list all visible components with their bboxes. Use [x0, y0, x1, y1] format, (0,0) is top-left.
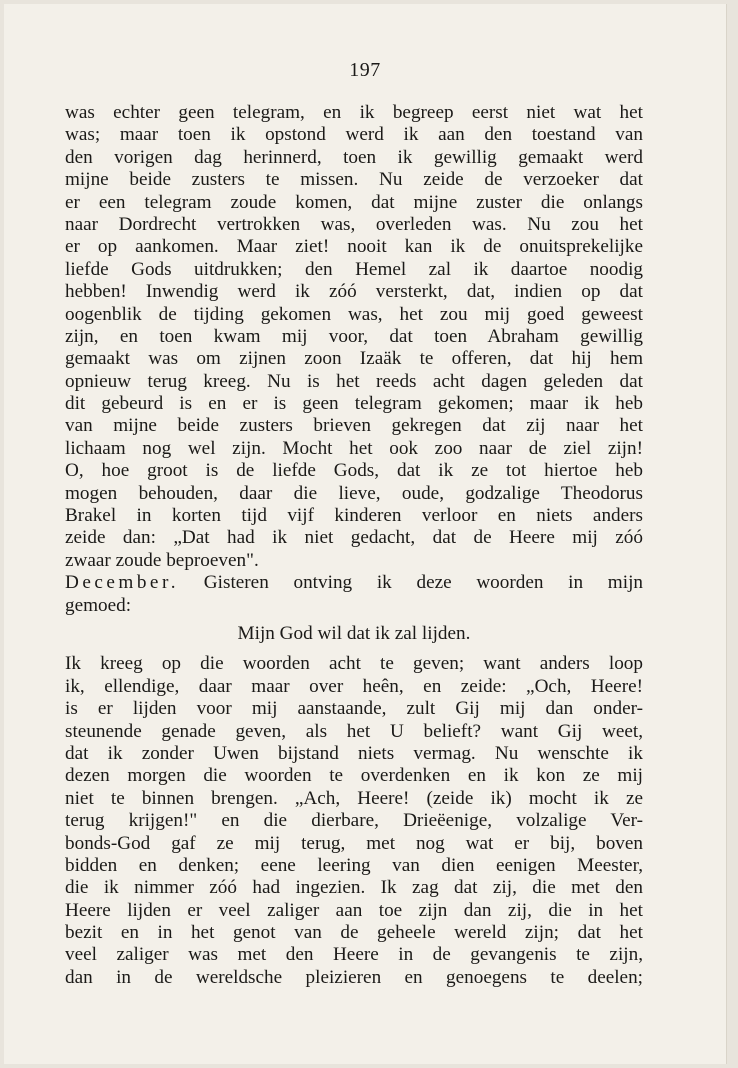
text-line: O, hoe groot is de liefde Gods, dat ik ze tot hiertoe heb — [65, 460, 643, 482]
text-line: veel zaliger was met den Heere in de gevangenis te zijn, — [65, 944, 643, 966]
text-line: den vorigen dag herinnerd, toen ik gewillig gemaakt werd — [65, 146, 643, 168]
december-heading: December. — [65, 572, 180, 594]
text-line: er een telegram zoude komen, dat mijne zuster die onlangs — [65, 191, 643, 213]
book-page — [4, 4, 727, 1064]
text-line: bezit en in het genot van de geheele wereld zijn; dat het — [65, 922, 643, 944]
text-line: terug krijgen!" en die dierbare, Drieëenige, volzalige Ver- — [65, 810, 643, 832]
body-text — [65, 102, 643, 989]
text-line: van mijne beide zusters brieven gekregen dat zij naar het — [65, 415, 643, 437]
text-line: is er lijden voor mij aanstaande, zult Gij mij dan onder- — [65, 698, 643, 720]
text-line: zijn, en toen kwam mij voor, dat toen Abraham gewillig — [65, 325, 643, 347]
text-line: mogen behouden, daar die lieve, oude, godzalige Theodorus — [65, 482, 643, 504]
text-line: zwaar zoude beproeven". — [65, 549, 259, 571]
text-line: oogenblik de tijding gekomen was, het zou mij goed geweest — [65, 303, 643, 325]
text-line: was; maar toen ik opstond werd ik aan den toestand van — [65, 124, 643, 146]
text-line: mijne beide zusters te missen. Nu zeide de verzoeker dat — [65, 169, 643, 191]
text-line: dan in de wereldsche pleizieren en genoegens te deelen; — [65, 966, 643, 988]
page-number: 197 — [349, 59, 381, 81]
text-line: was echter geen telegram, en ik begreep eerst niet wat het — [65, 102, 643, 123]
december-line — [65, 572, 643, 594]
quotation: Mijn God wil dat ik zal lijden. — [237, 622, 471, 644]
text-line: lichaam nog wel zijn. Mocht het ook zoo naar de ziel zijn! — [65, 437, 643, 459]
text-line: Brakel in korten tijd vijf kinderen verloor en niets anders — [65, 505, 643, 527]
text-line: ik, ellendige, daar maar over heên, en zeide: „Och, Heere! — [65, 675, 643, 697]
text-line: gemoed: — [65, 594, 132, 616]
text-line: bonds-God gaf ze mij terug, met nog wat er bij, boven — [65, 832, 643, 854]
text-line: zeide dan: „Dat had ik niet gedacht, dat de Heere mij zóó — [65, 527, 643, 549]
december-text: Gisteren ontving ik deze woorden in mijn — [179, 572, 643, 594]
text-line: dat ik zonder Uwen bijstand niets vermag. Nu wenschte ik — [65, 742, 643, 764]
text-line: die ik nimmer zóó had ingezien. Ik zag dat zij, die met den — [65, 877, 643, 899]
text-line: bidden en denken; eene leering van dien eenigen Meester, — [65, 854, 643, 876]
text-line: gemaakt was om zijnen zoon Izaäk te offeren, dat hij hem — [65, 348, 643, 370]
text-line: niet te binnen brengen. „Ach, Heere! (zeide ik) mocht ik ze — [65, 787, 643, 809]
text-line: er op aankomen. Maar ziet! nooit kan ik de onuitsprekelijke — [65, 236, 643, 258]
text-line: Ik kreeg op die woorden acht te geven; want anders loop — [65, 653, 643, 675]
text-line: liefde Gods uitdrukken; den Hemel zal ik daartoe noodig — [65, 258, 643, 280]
text-line: steunende genade geven, als het U belieft? want Gij weet, — [65, 720, 643, 742]
text-line: hebben! Inwendig werd ik zóó versterkt, dat, indien op dat — [65, 281, 643, 303]
text-line: Heere lijden er veel zaliger aan toe zijn dan zij, die in het — [65, 899, 643, 921]
text-line: opnieuw terug kreeg. Nu is het reeds acht dagen geleden dat — [65, 370, 643, 392]
text-line: dezen morgen die woorden te overdenken en ik kon ze mij — [65, 765, 643, 787]
text-line: dit gebeurd is en er is geen telegram gekomen; maar ik heb — [65, 393, 643, 415]
text-line: naar Dordrecht vertrokken was, overleden was. Nu zou het — [65, 213, 643, 235]
